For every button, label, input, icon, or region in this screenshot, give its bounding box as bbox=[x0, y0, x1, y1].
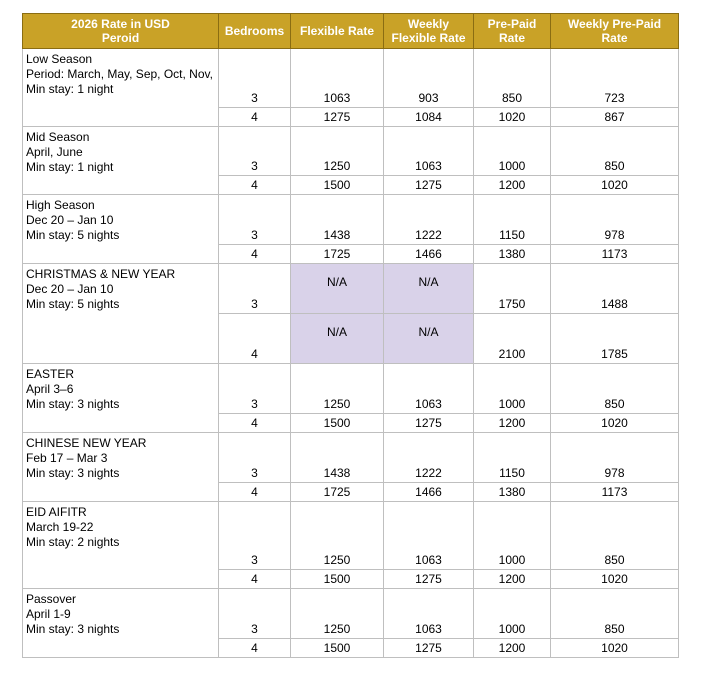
bedrooms-cell: 3 bbox=[219, 364, 291, 414]
rate-table-container bbox=[22, 13, 678, 658]
season-label-line: Passover bbox=[26, 592, 77, 606]
bedrooms-cell: 4 bbox=[219, 570, 291, 589]
weekly-flexible-rate-cell bbox=[384, 264, 474, 314]
table-row bbox=[23, 589, 679, 639]
weekly-prepaid-rate-cell: 850 bbox=[551, 589, 679, 639]
weekly-prepaid-rate-cell: 978 bbox=[551, 433, 679, 483]
season-label bbox=[23, 127, 219, 195]
season-label-line: Min stay: 1 night bbox=[26, 82, 114, 96]
table-row bbox=[23, 264, 679, 314]
flexible-rate-cell: 1438 bbox=[291, 195, 384, 245]
weekly-prepaid-rate-cell: 867 bbox=[551, 108, 679, 127]
weekly-flexible-rate-cell: 1275 bbox=[384, 414, 474, 433]
prepaid-rate-cell: 1000 bbox=[474, 502, 551, 570]
not-available-text: N/A bbox=[418, 274, 439, 289]
header-flexible-rate: Flexible Rate bbox=[291, 14, 384, 49]
season-label bbox=[23, 49, 219, 127]
weekly-flexible-rate-cell: 1275 bbox=[384, 570, 474, 589]
table-row bbox=[23, 127, 679, 176]
bedrooms-cell: 4 bbox=[219, 245, 291, 264]
table-row bbox=[23, 49, 679, 108]
season-label-line: April, June bbox=[26, 145, 83, 159]
flexible-rate-cell: 1250 bbox=[291, 502, 384, 570]
season-label bbox=[23, 364, 219, 433]
not-available-text: N/A bbox=[326, 274, 347, 289]
bedrooms-cell: 4 bbox=[219, 108, 291, 127]
header-weekly-flexible-rate bbox=[384, 14, 474, 49]
prepaid-rate-cell: 1000 bbox=[474, 364, 551, 414]
weekly-prepaid-rate-cell: 1020 bbox=[551, 176, 679, 195]
season-label-line: Min stay: 1 night bbox=[26, 160, 114, 174]
table-row bbox=[23, 195, 679, 245]
header-weekly-flexible-line2: Flexible Rate bbox=[391, 31, 466, 45]
header-weekly-prepaid-rate bbox=[551, 14, 679, 49]
flexible-rate-cell: 1275 bbox=[291, 108, 384, 127]
header-prepaid-line1: Pre-Paid bbox=[487, 17, 537, 31]
header-period bbox=[23, 14, 219, 49]
prepaid-rate-cell: 1150 bbox=[474, 195, 551, 245]
flexible-rate-cell: 1500 bbox=[291, 570, 384, 589]
weekly-flexible-rate-cell: 1275 bbox=[384, 176, 474, 195]
season-label-line: April 3–6 bbox=[26, 382, 74, 396]
weekly-prepaid-rate-cell: 1488 bbox=[551, 264, 679, 314]
rate-table bbox=[22, 13, 679, 658]
table-row bbox=[23, 364, 679, 414]
prepaid-rate-cell: 1200 bbox=[474, 414, 551, 433]
weekly-flexible-rate-cell bbox=[384, 314, 474, 364]
prepaid-rate-cell: 1200 bbox=[474, 176, 551, 195]
season-label bbox=[23, 195, 219, 264]
weekly-flexible-rate-cell: 1466 bbox=[384, 483, 474, 502]
season-label-line: Min stay: 5 nights bbox=[26, 228, 120, 242]
season-label bbox=[23, 502, 219, 589]
season-label-line: April 1-9 bbox=[26, 607, 71, 621]
not-available-text: N/A bbox=[418, 324, 439, 339]
season-label bbox=[23, 589, 219, 658]
flexible-rate-cell: 1250 bbox=[291, 589, 384, 639]
season-label-line: Mid Season bbox=[26, 130, 90, 144]
flexible-rate-cell: 1438 bbox=[291, 433, 384, 483]
season-label-line: High Season bbox=[26, 198, 95, 212]
weekly-flexible-rate-cell: 1466 bbox=[384, 245, 474, 264]
weekly-prepaid-rate-cell: 978 bbox=[551, 195, 679, 245]
bedrooms-cell: 3 bbox=[219, 195, 291, 245]
header-prepaid-line2: Rate bbox=[498, 31, 525, 45]
weekly-flexible-rate-cell: 903 bbox=[384, 49, 474, 108]
season-label-line: EASTER bbox=[26, 367, 75, 381]
weekly-flexible-rate-cell: 1063 bbox=[384, 127, 474, 176]
weekly-prepaid-rate-cell: 850 bbox=[551, 364, 679, 414]
prepaid-rate-cell: 850 bbox=[474, 49, 551, 108]
weekly-prepaid-rate-cell: 1173 bbox=[551, 483, 679, 502]
bedrooms-cell: 3 bbox=[219, 433, 291, 483]
flexible-rate-cell: 1500 bbox=[291, 639, 384, 658]
flexible-rate-cell: 1063 bbox=[291, 49, 384, 108]
weekly-flexible-rate-cell: 1063 bbox=[384, 502, 474, 570]
prepaid-rate-cell: 1200 bbox=[474, 639, 551, 658]
season-label-line: Min stay: 3 nights bbox=[26, 466, 120, 480]
season-label-line: Dec 20 – Jan 10 bbox=[26, 282, 114, 296]
flexible-rate-cell bbox=[291, 264, 384, 314]
season-label-line: Low Season bbox=[26, 52, 93, 66]
season-label-line: Dec 20 – Jan 10 bbox=[26, 213, 114, 227]
bedrooms-cell: 3 bbox=[219, 502, 291, 570]
bedrooms-cell: 4 bbox=[219, 414, 291, 433]
header-prepaid-rate bbox=[474, 14, 551, 49]
prepaid-rate-cell: 1020 bbox=[474, 108, 551, 127]
weekly-prepaid-rate-cell: 850 bbox=[551, 127, 679, 176]
bedrooms-cell: 3 bbox=[219, 589, 291, 639]
header-weekly-prepaid-line1: Weekly Pre-Paid bbox=[567, 17, 662, 31]
weekly-prepaid-rate-cell: 723 bbox=[551, 49, 679, 108]
bedrooms-cell: 4 bbox=[219, 176, 291, 195]
season-label-line: Period: March, May, Sep, Oct, Nov, bbox=[26, 67, 213, 81]
bedrooms-cell: 4 bbox=[219, 314, 291, 364]
season-label-line: Feb 17 – Mar 3 bbox=[26, 451, 108, 465]
flexible-rate-cell: 1250 bbox=[291, 127, 384, 176]
weekly-prepaid-rate-cell: 1173 bbox=[551, 245, 679, 264]
flexible-rate-cell: 1500 bbox=[291, 414, 384, 433]
weekly-prepaid-rate-cell: 1020 bbox=[551, 414, 679, 433]
header-weekly-prepaid-line2: Rate bbox=[601, 31, 628, 45]
weekly-flexible-rate-cell: 1084 bbox=[384, 108, 474, 127]
bedrooms-cell: 3 bbox=[219, 127, 291, 176]
season-label-line: Min stay: 3 nights bbox=[26, 622, 120, 636]
season-label-line: Min stay: 5 nights bbox=[26, 297, 120, 311]
weekly-flexible-rate-cell: 1063 bbox=[384, 364, 474, 414]
season-label bbox=[23, 433, 219, 502]
header-period-line2: Peroid bbox=[101, 31, 140, 45]
rate-table-body bbox=[23, 49, 679, 658]
flexible-rate-cell: 1725 bbox=[291, 245, 384, 264]
header-row bbox=[23, 14, 679, 49]
flexible-rate-cell bbox=[291, 314, 384, 364]
header-bedrooms: Bedrooms bbox=[219, 14, 291, 49]
flexible-rate-cell: 1500 bbox=[291, 176, 384, 195]
prepaid-rate-cell: 1000 bbox=[474, 127, 551, 176]
flexible-rate-cell: 1250 bbox=[291, 364, 384, 414]
weekly-flexible-rate-cell: 1222 bbox=[384, 433, 474, 483]
weekly-flexible-rate-cell: 1222 bbox=[384, 195, 474, 245]
weekly-flexible-rate-cell: 1275 bbox=[384, 639, 474, 658]
season-label bbox=[23, 264, 219, 364]
prepaid-rate-cell: 1380 bbox=[474, 483, 551, 502]
flexible-rate-cell: 1725 bbox=[291, 483, 384, 502]
season-label-line: March 19-22 bbox=[26, 520, 94, 534]
bedrooms-cell: 3 bbox=[219, 49, 291, 108]
header-period-line1: 2026 Rate in USD bbox=[71, 17, 170, 31]
season-label-line: EID AIFITR bbox=[26, 505, 87, 519]
season-label-line: Min stay: 3 nights bbox=[26, 397, 120, 411]
bedrooms-cell: 4 bbox=[219, 639, 291, 658]
not-available-text: N/A bbox=[326, 324, 347, 339]
bedrooms-cell: 4 bbox=[219, 483, 291, 502]
header-weekly-flexible-line1: Weekly bbox=[407, 17, 450, 31]
prepaid-rate-cell: 1200 bbox=[474, 570, 551, 589]
weekly-flexible-rate-cell: 1063 bbox=[384, 589, 474, 639]
bedrooms-cell: 3 bbox=[219, 264, 291, 314]
prepaid-rate-cell: 1000 bbox=[474, 589, 551, 639]
table-row bbox=[23, 433, 679, 483]
season-label-line: Min stay: 2 nights bbox=[26, 535, 120, 549]
season-label-line: CHINESE NEW YEAR bbox=[26, 436, 147, 450]
weekly-prepaid-rate-cell: 1020 bbox=[551, 639, 679, 658]
prepaid-rate-cell: 1750 bbox=[474, 264, 551, 314]
prepaid-rate-cell: 2100 bbox=[474, 314, 551, 364]
weekly-prepaid-rate-cell: 850 bbox=[551, 502, 679, 570]
weekly-prepaid-rate-cell: 1020 bbox=[551, 570, 679, 589]
prepaid-rate-cell: 1380 bbox=[474, 245, 551, 264]
table-row bbox=[23, 502, 679, 570]
season-label-line: CHRISTMAS & NEW YEAR bbox=[26, 267, 176, 281]
weekly-prepaid-rate-cell: 1785 bbox=[551, 314, 679, 364]
prepaid-rate-cell: 1150 bbox=[474, 433, 551, 483]
